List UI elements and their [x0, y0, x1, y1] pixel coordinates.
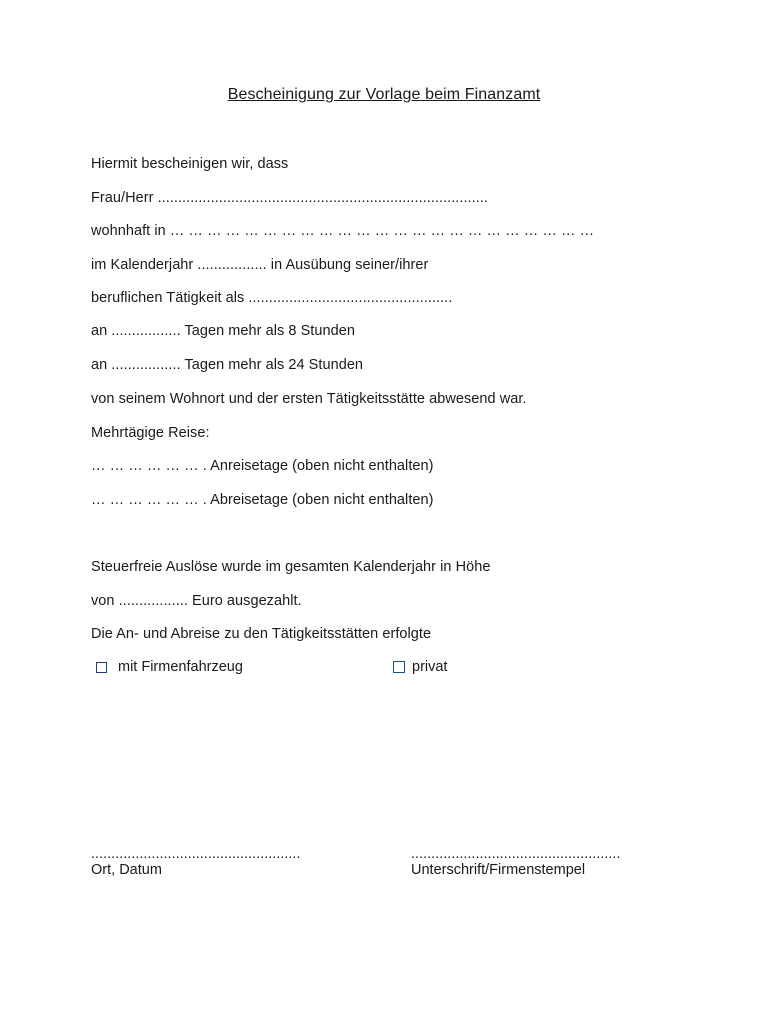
empty-checkbox-icon[interactable]: [96, 662, 107, 673]
place-date-label: Ort, Datum: [91, 862, 162, 878]
option-private-label: privat: [412, 659, 448, 675]
signature-left-dots: ....................................................: [91, 846, 301, 862]
option-private[interactable]: [393, 659, 447, 675]
signature-stamp-label: Unterschrift/Firmenstempel: [411, 862, 586, 878]
calendar-year-line: im Kalenderjahr ................. in Ausübung seiner/ihrer: [91, 257, 429, 273]
days-8h-line: an ................. Tagen mehr als 8 Stunden: [91, 323, 355, 339]
absence-line: von seinem Wohnort und der ersten Tätigkeitsstätte abwesend war.: [91, 391, 527, 407]
travel-mode-line: Die An- und Abreise zu den Tätigkeitsstätten erfolgte: [91, 626, 432, 642]
departure-days-line: … … … … … … . Abreisetage (oben nicht enthalten): [91, 492, 434, 508]
address-line: wohnhaft in … … … … … … … … … … … … … … … … … … … … … … …: [91, 223, 595, 239]
multiday-trip-heading: Mehrtägige Reise:: [91, 425, 210, 441]
profession-line: beruflichen Tätigkeit als ..................................................: [91, 290, 453, 306]
days-24h-line: an ................. Tagen mehr als 24 Stunden: [91, 357, 364, 373]
empty-checkbox-icon[interactable]: [393, 661, 405, 673]
euro-amount-line: von ................. Euro ausgezahlt.: [91, 593, 302, 609]
option-company-car-label: mit Firmenfahrzeug: [118, 659, 243, 675]
signature-right-dots: ....................................................: [411, 846, 621, 862]
name-line: Frau/Herr .................................................................................: [91, 190, 488, 206]
option-company-car[interactable]: [96, 659, 243, 675]
arrival-days-line: … … … … … … . Anreisetage (oben nicht enthalten): [91, 458, 434, 474]
intro-line: Hiermit bescheinigen wir, dass: [91, 156, 289, 172]
document-title: Bescheinigung zur Vorlage beim Finanzamt: [227, 86, 541, 103]
allowance-line: Steuerfreie Auslöse wurde im gesamten Kalenderjahr in Höhe: [91, 559, 491, 575]
